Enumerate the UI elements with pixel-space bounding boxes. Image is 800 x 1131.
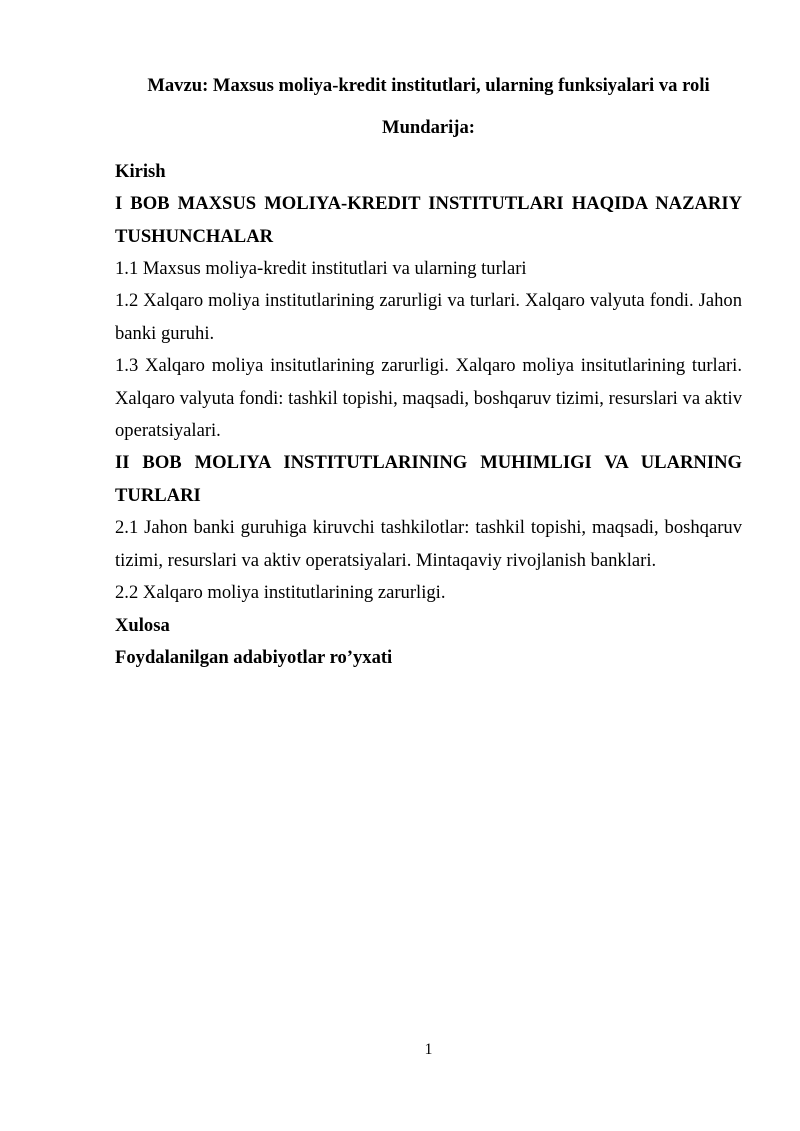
toc-item: II BOB MOLIYA INSTITUTLARINING MUHIMLIGI VA ULARNING TURLARI [115,452,742,506]
toc-heading: Mundarija: [382,117,475,139]
toc-item: 1.1 Maxsus moliya-kredit institutlari va ularning turlari [115,258,527,280]
page-number: 1 [424,1041,433,1058]
toc-item: 2.2 Xalqaro moliya institutlarining zarurligi. [115,582,446,604]
document-title: Mavzu: Maxsus moliya-kredit institutlari, ularning funksiyalari va roli [147,75,710,96]
document-content [115,70,742,674]
toc-item: 1.3 Xalqaro moliya insitutlarining zarurligi. Xalqaro moliya insitutlarining turlari. Xalqaro valyuta fondi: tashkil topishi, maqsadi, boshqaruv tizimi, resurslari va aktiv operatsiyalari. [115,355,742,442]
toc-item: 2.1 Jahon banki guruhiga kiruvchi tashkilotlar: tashkil topishi, maqsadi, boshqaruv tizimi, resurslari va aktiv operatsiyalari. Mintaqaviy rivojlanish banklari. [115,517,742,571]
toc-item: 1.2 Xalqaro moliya institutlarining zarurligi va turlari. Xalqaro valyuta fondi. Jahon banki guruhi. [115,290,742,344]
toc-item: Xulosa [115,614,170,636]
toc-item: Kirish [115,160,166,182]
toc-item: Foydalanilgan adabiyotlar ro’yxati [115,646,393,668]
toc-list [115,156,742,675]
toc-item: I BOB MAXSUS MOLIYA-KREDIT INSTITUTLARI HAQIDA NAZARIY TUSHUNCHALAR [115,193,742,247]
